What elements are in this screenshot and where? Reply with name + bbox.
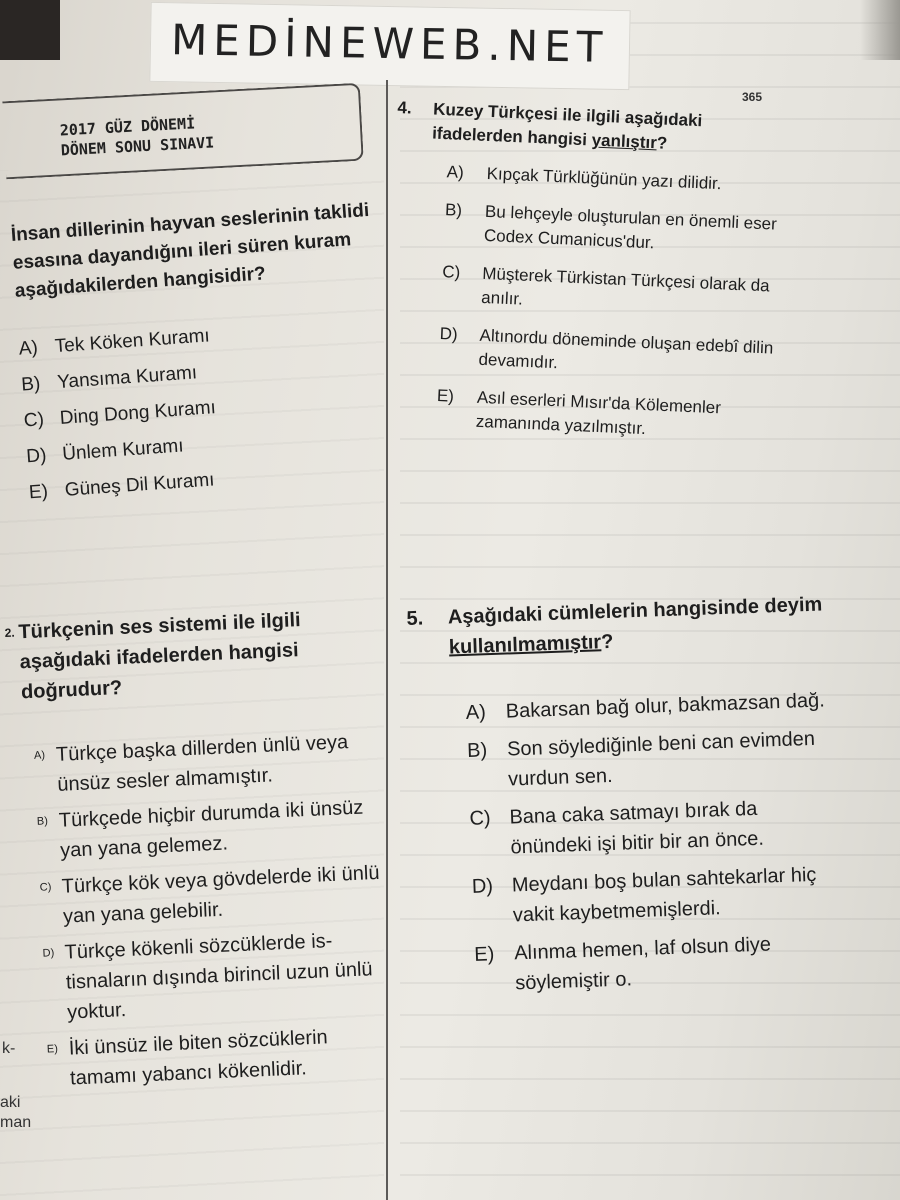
option-b[interactable] <box>443 198 793 261</box>
question-text: İnsan dillerinin hayvan seslerinin taklidi esasına dayandığını ileri süren kuram aşağıdakilerden hangisidir? <box>10 199 370 302</box>
option-a[interactable] <box>446 160 795 199</box>
option-label: C) <box>469 807 492 830</box>
option-label: E) <box>436 385 455 406</box>
option-d[interactable] <box>471 859 847 932</box>
question-header <box>4 602 380 708</box>
option-c[interactable] <box>15 858 389 934</box>
option-text: Altınordu döneminde oluşan edebî dilin devamıdır. <box>478 325 774 373</box>
option-d[interactable] <box>438 322 788 385</box>
margin-fragment: man <box>0 1114 32 1131</box>
question-text: Kuzey Türkçesi ile ilgili aşağıdaki ifadelerden hangisi yanlıştır? <box>431 99 703 153</box>
option-label: E) <box>46 1043 59 1056</box>
exam-title-line2: DÖNEM SONU SINAVI <box>60 133 215 160</box>
option-label: C) <box>39 881 52 894</box>
option-label: B) <box>20 373 42 396</box>
exam-title-box <box>2 83 364 180</box>
question-text: Aşağıdaki cümlelerin hangisinde deyim kullanılmamıştır? <box>447 593 823 659</box>
question-1 <box>10 197 392 516</box>
option-text: İki ünsüz ile biten sözcüklerin tamamı yabancı kökenlidir. <box>68 1026 329 1090</box>
option-e[interactable] <box>474 927 850 1000</box>
option-text: Yansıma Kuramı <box>56 362 198 394</box>
option-label: A) <box>446 162 465 182</box>
exam-title-line1: 2017 GÜZ DÖNEMİ <box>59 114 196 140</box>
option-label: C) <box>23 409 45 432</box>
option-text: Bakarsan bağ olur, bakmazsan dağ. <box>505 689 826 723</box>
option-label: E) <box>28 481 49 504</box>
option-label: A) <box>465 701 487 724</box>
option-text: Alınma hemen, laf olsun diye söylemiştir o. <box>513 933 772 995</box>
option-e[interactable] <box>435 384 785 447</box>
question-number: 5. <box>406 607 424 630</box>
option-b[interactable] <box>467 723 843 796</box>
question-2 <box>4 602 397 1102</box>
margin-fragment: k- <box>2 1040 16 1057</box>
option-label: B) <box>444 200 463 220</box>
option-label: D) <box>25 445 48 468</box>
option-text: Ding Dong Kuramı <box>59 397 217 429</box>
option-text: Türkçe kök veya gövdelerde iki ünlü yan yana gelebilir. <box>61 861 380 928</box>
option-label: D) <box>439 324 459 344</box>
emphasis-word: yanlıştır <box>591 130 658 153</box>
watermark-label: MEDİNEWEB.NET <box>149 2 630 90</box>
question-text: Türkçenin ses sistemi ile ilgili aşağıdaki ifadelerden hangisi doğrudur? <box>17 609 302 704</box>
option-text: Bana caka satmayı bırak da önündeki işi bitir bir an önce. <box>509 797 765 859</box>
option-c[interactable] <box>441 260 791 323</box>
option-label: D) <box>471 875 494 898</box>
option-text: Tek Köken Kuramı <box>54 325 211 358</box>
option-text: Türkçe kökenli sözcüklerde istisnaların dışında birincil uzun ünlü yoktur. <box>64 929 374 1024</box>
option-text: Bu lehçeyle oluşturulan en önemli eser Codex Cumanicus'dur. <box>483 201 778 253</box>
option-label: C) <box>441 262 461 282</box>
option-b[interactable] <box>12 792 386 868</box>
margin-fragment: aki <box>0 1094 21 1111</box>
option-label: E) <box>473 943 495 966</box>
option-text: Müşterek Türkistan Türkçesi olarak da anılır. <box>480 263 771 309</box>
emphasis-word: kullanılmamıştır <box>448 631 602 659</box>
option-label: A) <box>18 337 39 360</box>
option-a[interactable] <box>9 726 383 802</box>
option-text: Asıl eserleri Mısır'da Kölemenler zamanında yazılmıştır. <box>475 387 722 439</box>
option-d[interactable] <box>18 923 394 1029</box>
option-text: Ünlem Kuramı <box>61 435 185 465</box>
option-text: Güneş Dil Kuramı <box>64 469 216 501</box>
question-5 <box>406 589 850 1010</box>
option-text: Kıpçak Türklüğünün yazı dilidir. <box>486 163 722 194</box>
page-number: 365 <box>742 90 763 104</box>
question-4 <box>383 96 798 461</box>
option-text: Son söylediğinle beni can evimden vurdun sen. <box>506 727 816 791</box>
option-label: B) <box>466 739 488 762</box>
option-label: B) <box>36 815 49 828</box>
question-number: 4. <box>397 97 413 118</box>
option-a[interactable] <box>465 685 840 728</box>
option-label: A) <box>33 749 46 762</box>
option-c[interactable] <box>469 791 845 864</box>
option-text: Türkçede hiçbir durumda iki ünsüz yan yana gelemez. <box>58 796 364 862</box>
question-number: 2. <box>4 625 15 640</box>
option-e[interactable] <box>22 1019 396 1095</box>
option-text: Türkçe başka dillerden ünlü veya ünsüz sesler almamıştır. <box>55 731 349 796</box>
option-label: D) <box>42 947 55 960</box>
option-text: Meydanı boş bulan sahtekarlar hiç vakit kaybetmemişlerdi. <box>511 863 817 927</box>
